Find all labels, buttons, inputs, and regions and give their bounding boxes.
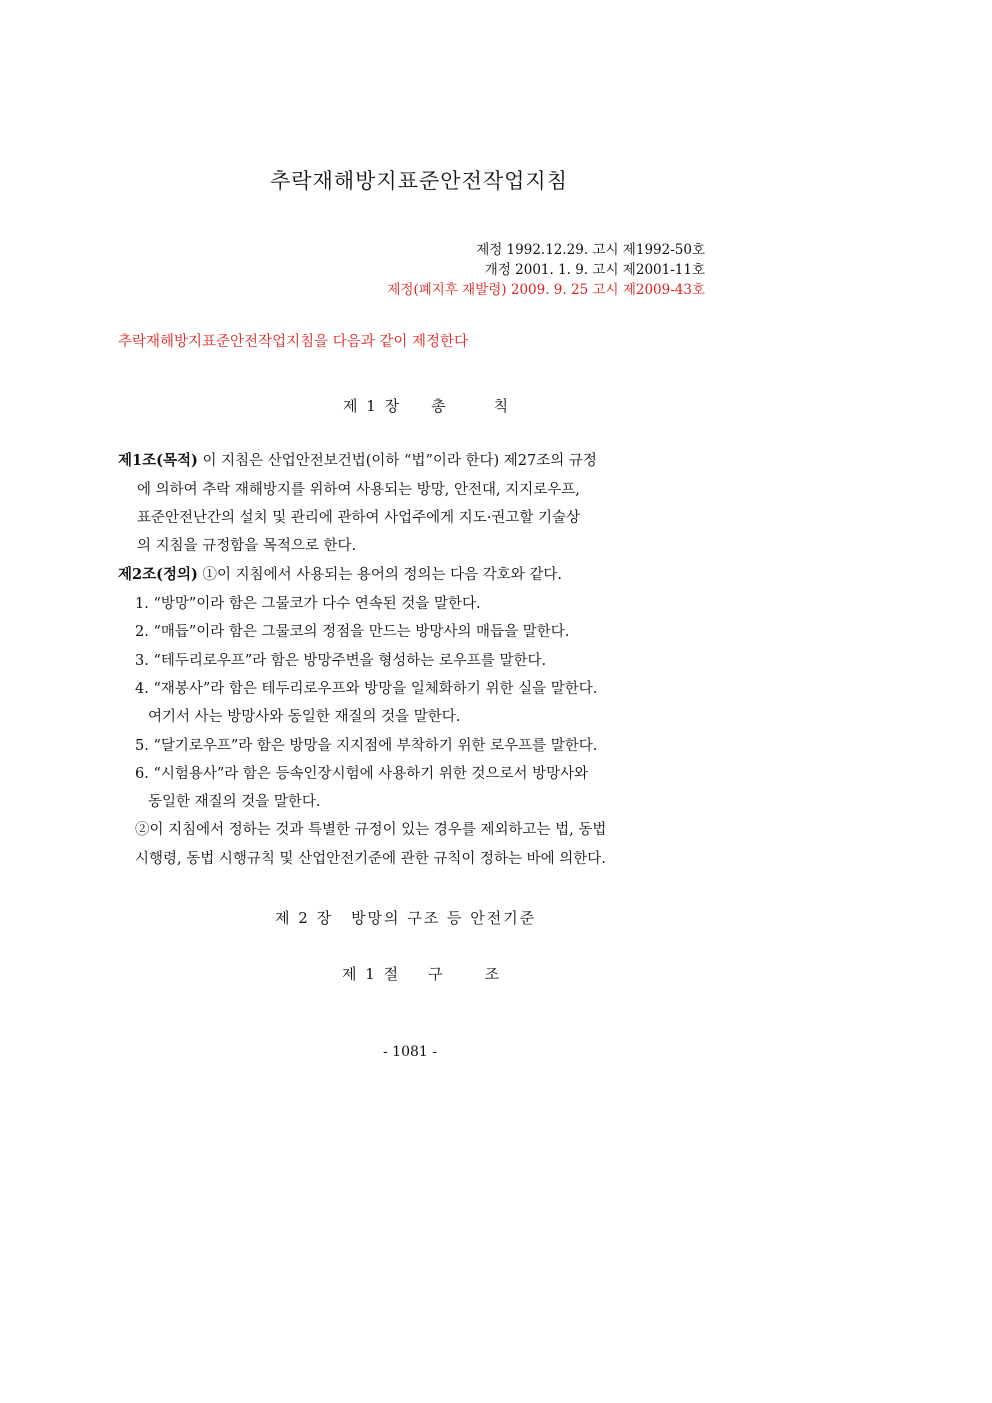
article-1-line-1: 이 지침은 산업안전보건법(이하 “법”이라 한다) 제27조의 규정: [197, 453, 597, 469]
definition-item-6-cont: 동일한 재질의 것을 말한다.: [148, 794, 321, 810]
article-2-line-1: ①이 지침에서 사용되는 용어의 정의는 다음 각호와 같다.: [197, 567, 562, 583]
intro-statement: 추락재해방지표준안전작업지침을 다음과 같이 제정한다: [118, 334, 468, 350]
definition-item-1: 1. “방망”이라 함은 그물코가 다수 연속된 것을 말한다.: [135, 596, 481, 612]
definition-item-4-cont: 여기서 사는 방망사와 동일한 재질의 것을 말한다.: [148, 709, 461, 725]
article-1-title: 제1조(목적): [118, 452, 198, 469]
definition-item-3: 3. “테두리로우프”라 함은 방망주변을 형성하는 로우프를 말한다.: [135, 653, 547, 669]
chapter-1-heading: [343, 395, 510, 416]
article-2-paragraph-2: ②이 지침에서 정하는 것과 특별한 규정이 있는 경우를 제외하고는 법, 동법: [135, 822, 607, 838]
article-1-line-4: 의 지침을 규정함을 목적으로 한다.: [137, 538, 357, 554]
chapter-2-title: 방망의 구조 등 안전기준: [351, 909, 537, 927]
chapter-1-title-b: 칙: [493, 397, 511, 415]
chapter-2-number: 제 2 장: [275, 909, 334, 927]
revision-line-1: 제정 1992.12.29. 고시 제1992-50호: [476, 242, 705, 258]
article-2-title: 제2조(정의): [118, 566, 198, 583]
article-1-line-3: 표준안전난간의 설치 및 관리에 관하여 사업주에게 지도·권고할 기술상: [137, 510, 581, 526]
definition-item-5: 5. “달기로우프”라 함은 방망을 지지점에 부착하기 위한 로우프를 말한다.: [135, 738, 598, 754]
section-1-heading: [342, 963, 501, 984]
definition-item-2: 2. “매듭”이라 함은 그물코의 정점을 만드는 방망사의 매듭을 말한다.: [135, 624, 570, 640]
page-number: - 1081 -: [383, 1044, 437, 1060]
chapter-2-heading: [275, 907, 536, 928]
revision-line-2: 개정 2001. 1. 9. 고시 제2001-11호: [484, 262, 705, 278]
chapter-1-title-a: 총: [431, 397, 448, 415]
section-1-title-a: 구: [428, 965, 445, 983]
document-title: 추락재해방지표준안전작업지침: [270, 169, 569, 193]
section-1-number: 제 1 절: [342, 965, 401, 983]
article-1-line-2: 에 의하여 추락 재해방지를 위하여 사용되는 방망, 안전대, 지지로우프,: [137, 482, 580, 498]
chapter-1-number: 제 1 장: [343, 397, 402, 415]
revision-line-3: 제정(폐지후 재발령) 2009. 9. 25 고시 제2009-43호: [387, 282, 705, 298]
section-1-title-b: 조: [484, 965, 502, 983]
definition-item-6: 6. “시험용사”라 함은 등속인장시험에 사용하기 위한 것으로서 방망사와: [135, 766, 589, 782]
article-2-paragraph-2-cont: 시행령, 동법 시행규칙 및 산업안전기준에 관한 규칙이 정하는 바에 의한다.: [135, 851, 606, 867]
definition-item-4: 4. “재봉사”라 함은 테두리로우프와 방망을 일체화하기 위한 실을 말한다.: [135, 681, 598, 697]
